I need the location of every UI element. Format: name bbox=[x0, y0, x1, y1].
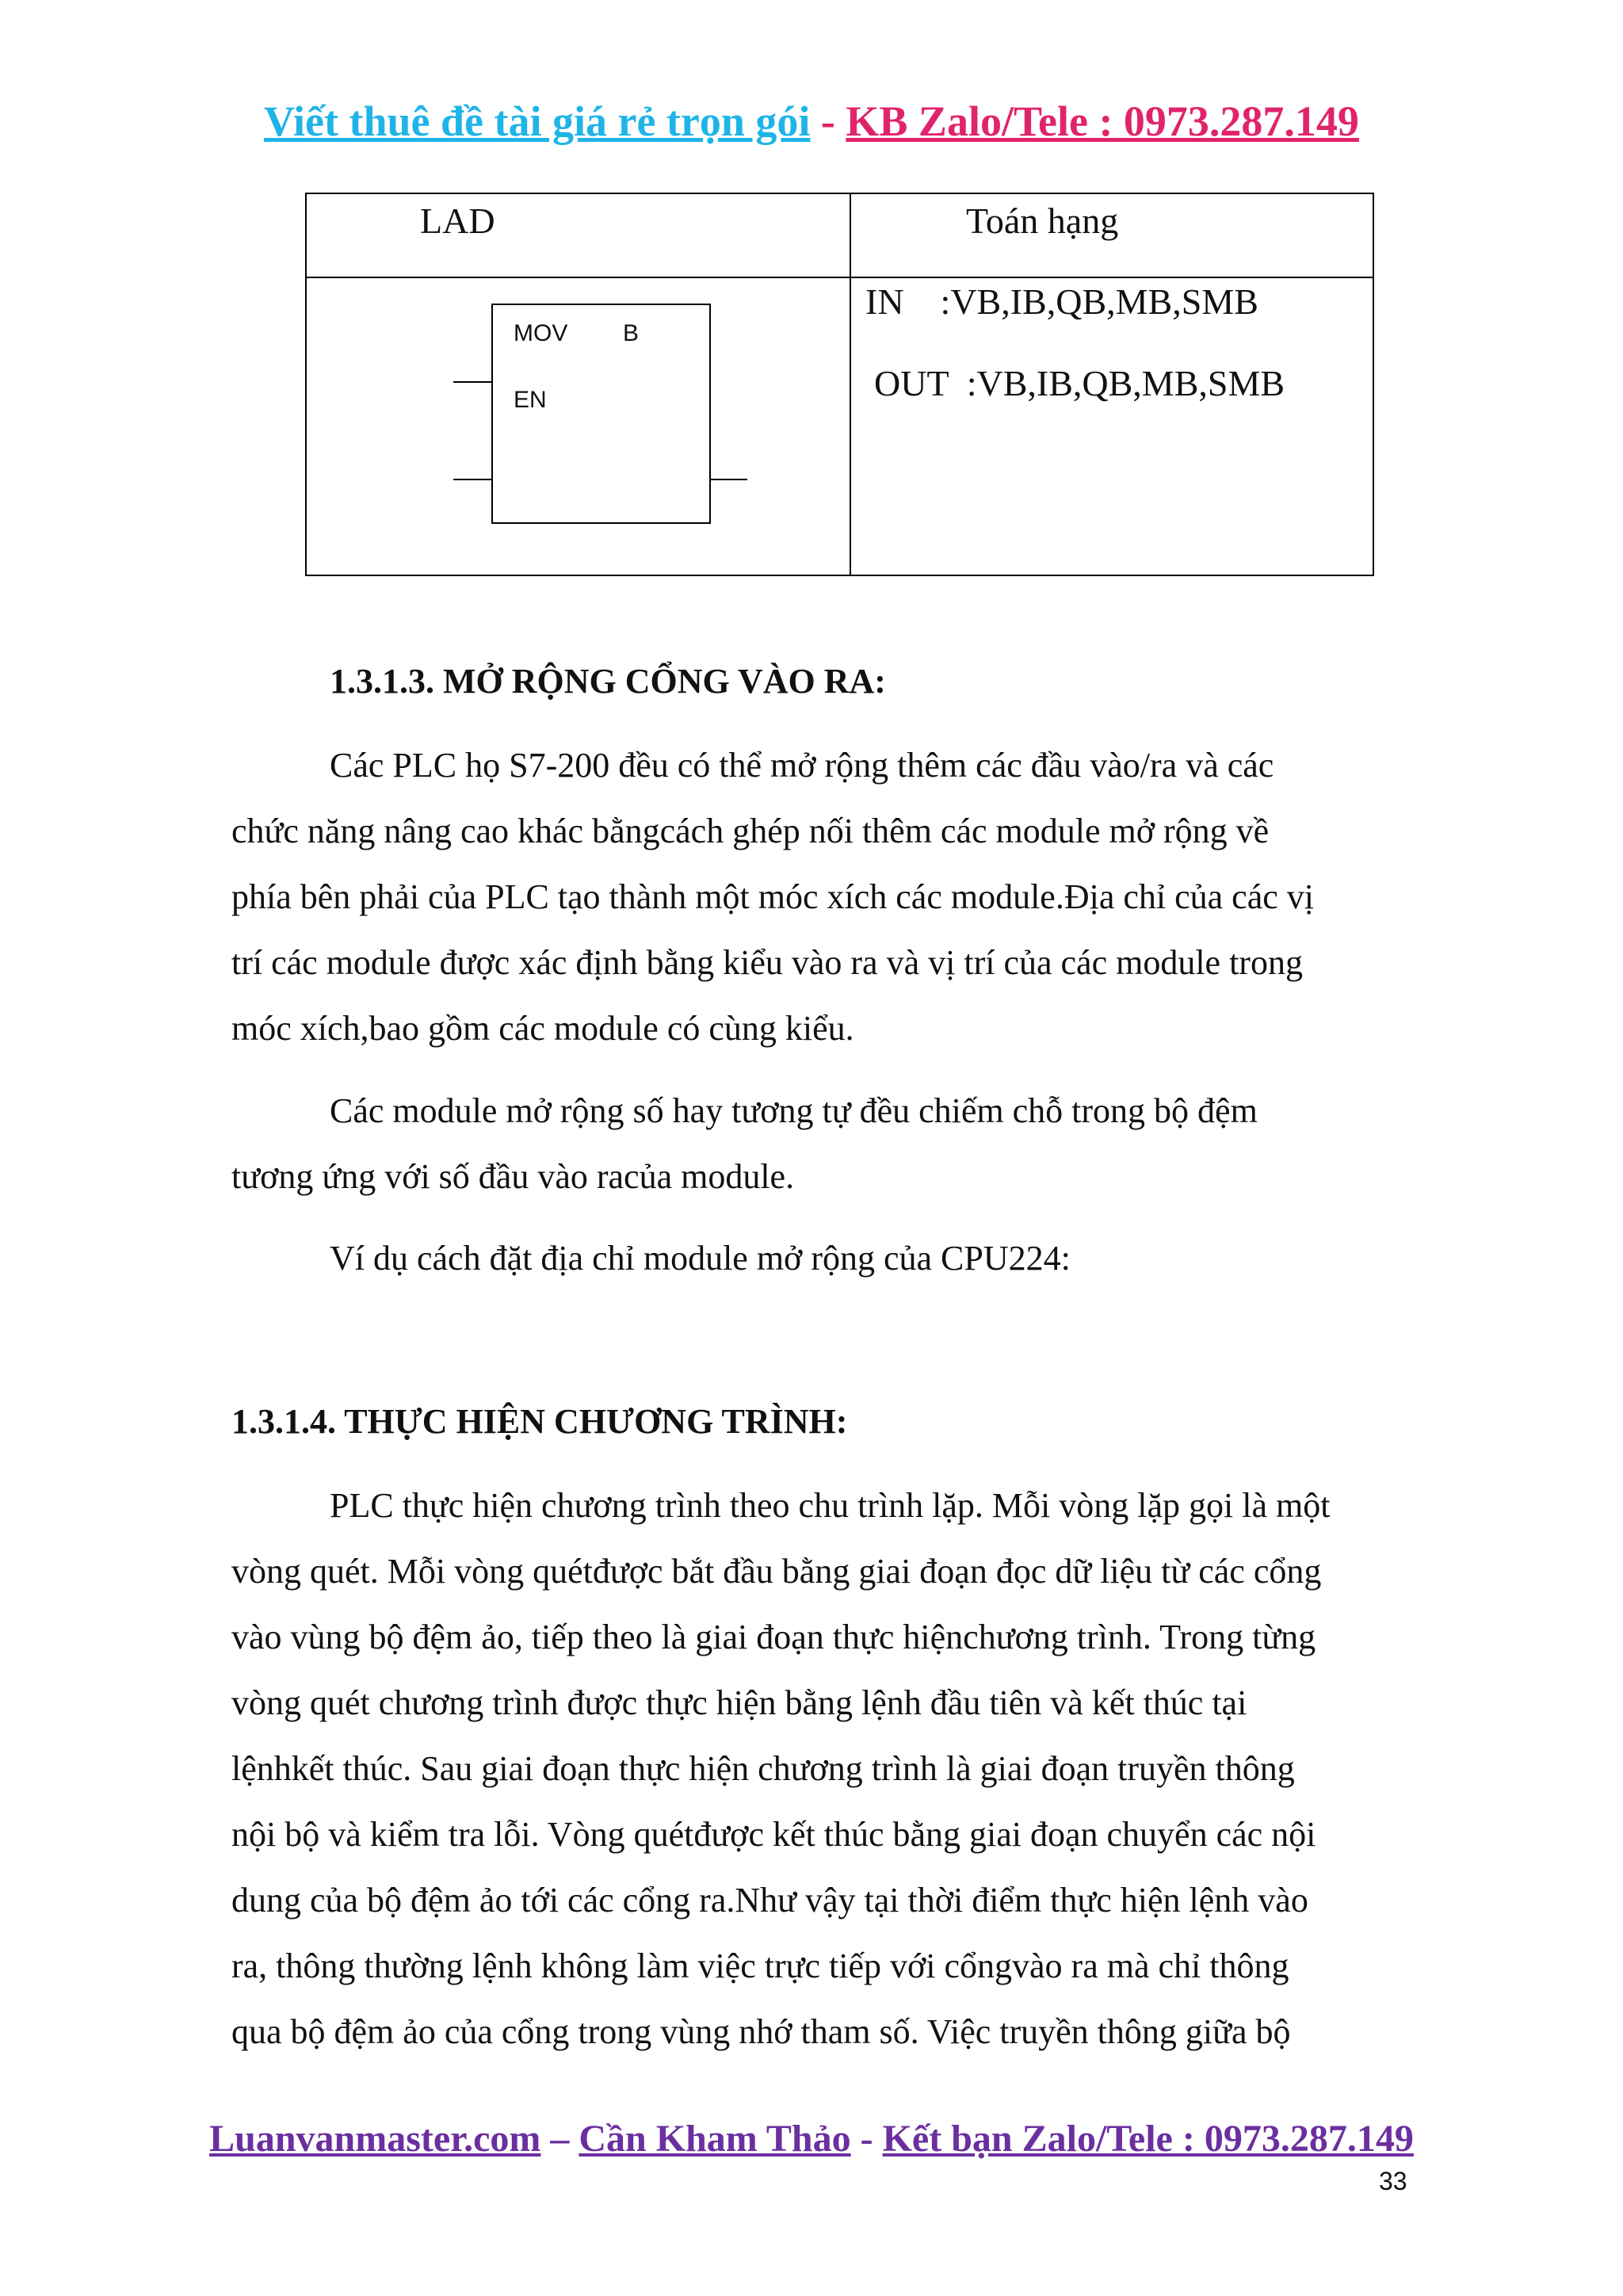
table-row-divider bbox=[307, 277, 1373, 278]
en-input-wire bbox=[453, 381, 491, 383]
mov-b-block bbox=[491, 304, 711, 524]
paragraph-expansion-1 bbox=[231, 732, 1428, 1061]
footer-site-link[interactable]: Luanvanmaster.com bbox=[209, 2118, 541, 2160]
mov-type-label: B bbox=[623, 320, 640, 346]
paragraph-line: Các module mở rộng số hay tương tự đều chiếm chỗ trong bộ đệm bbox=[330, 1091, 1258, 1130]
out-output-wire bbox=[708, 479, 747, 480]
paragraph-line: móc xích,bao gồm các module có cùng kiểu. bbox=[231, 1009, 854, 1048]
paragraph-line: Ví dụ cách đặt địa chỉ module mở rộng của CPU224: bbox=[330, 1239, 1071, 1278]
mov-label: MOV bbox=[514, 320, 568, 346]
section-heading-execution: 1.3.1.4. THỰC HIỆN CHƯƠNG TRÌNH: bbox=[231, 1402, 848, 1441]
paragraph-line: ra, thông thường lệnh không làm việc trực tiếp với cổngvào ra mà chỉ thông bbox=[231, 1946, 1289, 1985]
paragraph-line: PLC thực hiện chương trình theo chu trình lặp. Mỗi vòng lặp gọi là một bbox=[330, 1486, 1331, 1525]
paragraph-line: lệnhkết thúc. Sau giai đoạn thực hiện chương trình là giai đoạn truyền thông bbox=[231, 1749, 1295, 1788]
footer-dash: - bbox=[850, 2118, 883, 2160]
en-label: EN bbox=[514, 387, 547, 413]
instruction-table bbox=[305, 193, 1374, 576]
paragraph-line: tương ứng với số đầu vào racủa module. bbox=[231, 1157, 795, 1196]
footer-dash: – bbox=[540, 2118, 579, 2160]
operand-out: OUT :VB,IB,QB,MB,SMB bbox=[874, 363, 1285, 403]
section-heading-expansion: 1.3.1.3. MỞ RỘNG CỔNG VÀO RA: bbox=[330, 662, 886, 701]
header-contact-link[interactable]: KB Zalo/Tele : 0973.287.149 bbox=[846, 97, 1359, 145]
paragraph-line: chức năng nâng cao khác bằngcách ghép nối thêm các module mở rộng về bbox=[231, 812, 1270, 850]
table-header-operand: Toán hạng bbox=[966, 201, 1119, 241]
footer-name-link[interactable]: Cần Kham Thảo bbox=[579, 2118, 851, 2160]
table-column-divider bbox=[850, 194, 851, 575]
in-input-wire bbox=[453, 479, 491, 480]
table-header-lad: LAD bbox=[420, 201, 495, 241]
paragraph-execution bbox=[231, 1473, 1428, 2065]
page-header bbox=[0, 94, 1623, 149]
page-footer bbox=[0, 2113, 1623, 2165]
paragraph-line: qua bộ đệm ảo của cổng trong vùng nhớ tham số. Việc truyền thông giữa bộ bbox=[231, 2012, 1291, 2051]
paragraph-line: vòng quét. Mỗi vòng quétđược bắt đầu bằng giai đoạn đọc dữ liệu từ các cổng bbox=[231, 1552, 1322, 1591]
paragraph-line: phía bên phải của PLC tạo thành một móc xích các module.Địa chỉ của các vị bbox=[231, 877, 1314, 916]
paragraph-line: Các PLC họ S7-200 đều có thể mở rộng thêm các đầu vào/ra và các bbox=[330, 746, 1274, 785]
header-separator: - bbox=[810, 97, 846, 145]
operand-in: IN :VB,IB,QB,MB,SMB bbox=[865, 281, 1258, 322]
page-number: 33 bbox=[1379, 2167, 1407, 2195]
paragraph-line: vòng quét chương trình được thực hiện bằng lệnh đầu tiên và kết thúc tại bbox=[231, 1683, 1247, 1722]
paragraph-expansion-2 bbox=[231, 1078, 1428, 1209]
paragraph-line: trí các module được xác định bằng kiểu vào ra và vị trí của các module trong bbox=[231, 943, 1303, 982]
footer-contact-link[interactable]: Kết bạn Zalo/Tele : 0973.287.149 bbox=[882, 2118, 1414, 2160]
header-service-link[interactable]: Viết thuê đề tài giá rẻ trọn gói bbox=[264, 97, 811, 145]
paragraph-line: dung của bộ đệm ảo tới các cổng ra.Như vậy tại thời điểm thực hiện lệnh vào bbox=[231, 1881, 1308, 1920]
paragraph-line: vào vùng bộ đệm ảo, tiếp theo là giai đoạn thực hiệnchương trình. Trong từng bbox=[231, 1618, 1316, 1656]
paragraph-line: nội bộ và kiểm tra lỗi. Vòng quétđược kết thúc bằng giai đoạn chuyển các nội bbox=[231, 1815, 1316, 1854]
paragraph-expansion-3 bbox=[231, 1225, 1428, 1291]
